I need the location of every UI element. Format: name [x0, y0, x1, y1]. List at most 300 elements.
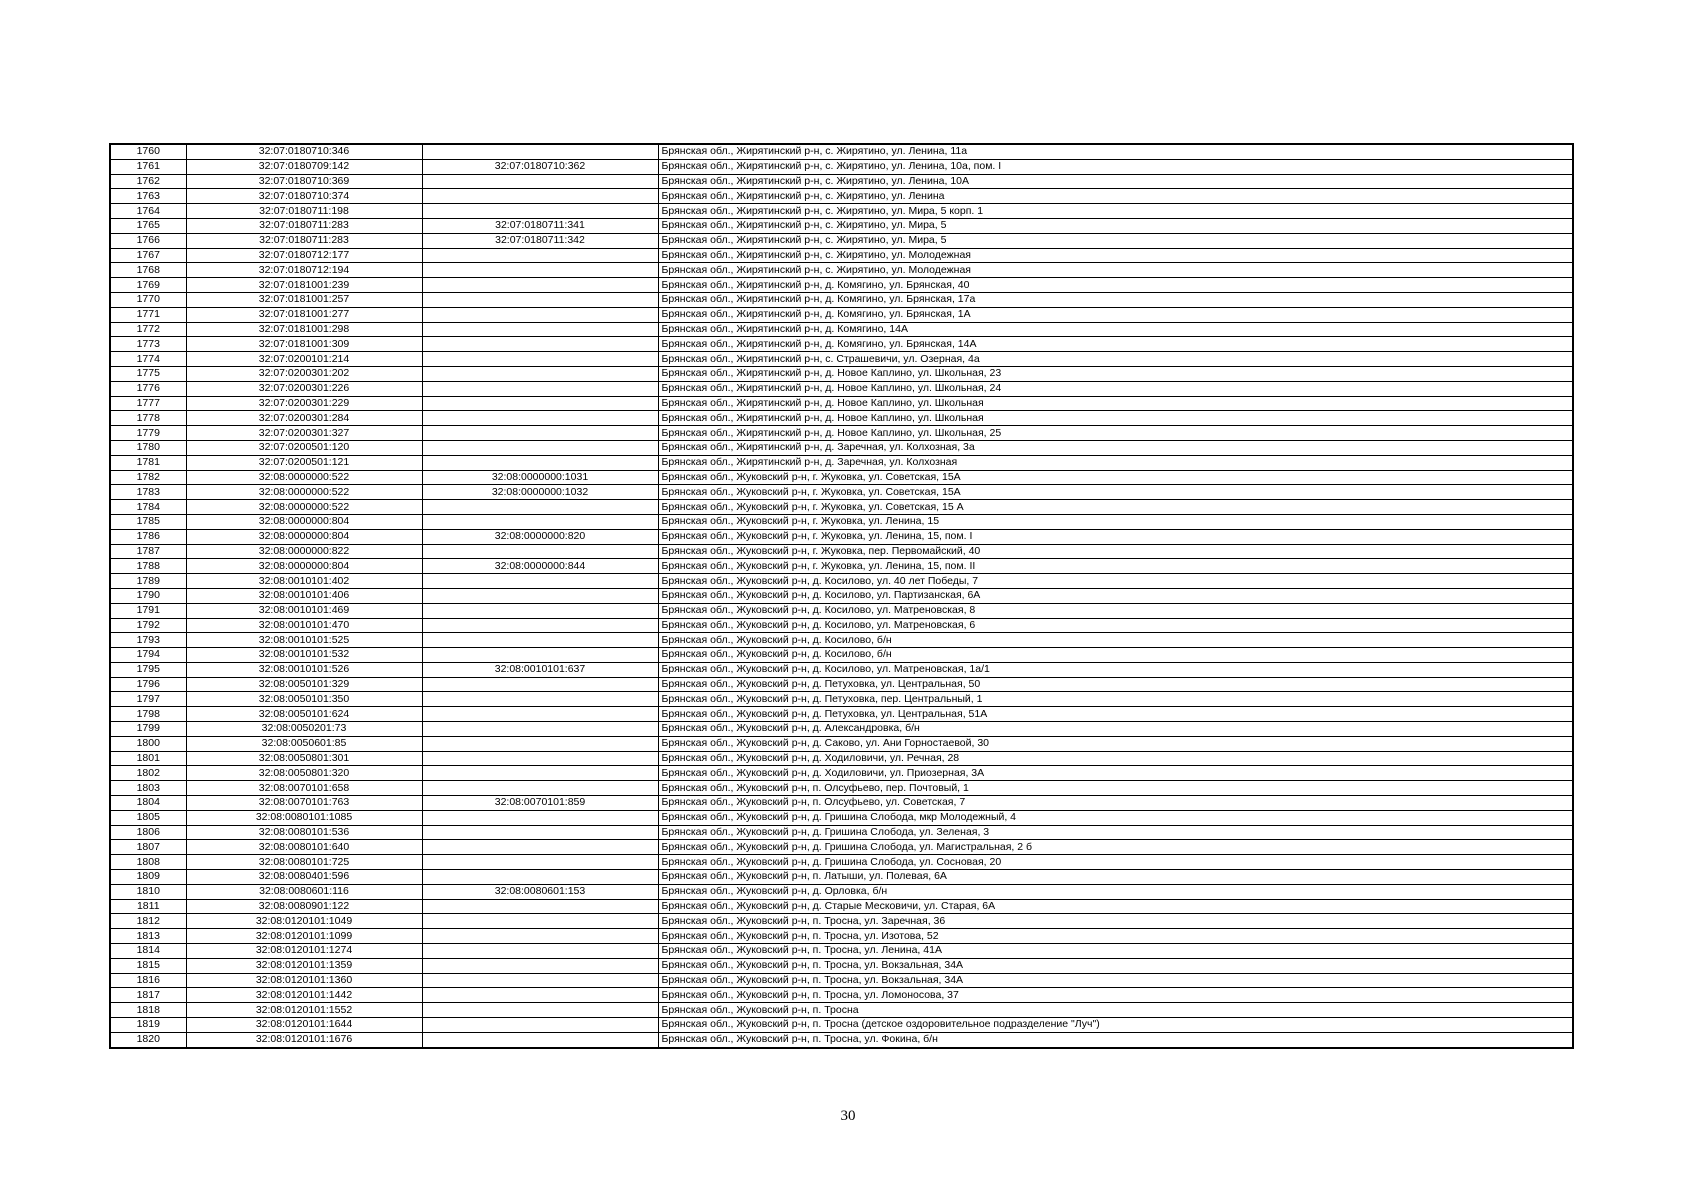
row-number-cell: 1799	[110, 722, 186, 737]
row-number-cell: 1775	[110, 366, 186, 381]
related-cadastral-number-cell	[422, 736, 658, 751]
table-row	[110, 426, 1573, 441]
cadastral-number-cell: 32:08:0120101:1644	[186, 1018, 422, 1033]
address-cell: Брянская обл., Жуковский р-н, п. Тросна, ул. Заречная, 36	[658, 914, 1573, 929]
table-row	[110, 440, 1573, 455]
table-row	[110, 870, 1573, 885]
related-cadastral-number-cell	[422, 352, 658, 367]
cadastral-number-cell: 32:07:0200301:226	[186, 381, 422, 396]
table-row	[110, 218, 1573, 233]
related-cadastral-number-cell	[422, 929, 658, 944]
table-row	[110, 278, 1573, 293]
related-cadastral-number-cell	[422, 278, 658, 293]
row-number-cell: 1790	[110, 588, 186, 603]
cadastral-number-cell: 32:08:0000000:522	[186, 485, 422, 500]
address-cell: Брянская обл., Жуковский р-н, п. Тросна, ул. Вокзальная, 34А	[658, 973, 1573, 988]
row-number-cell: 1770	[110, 292, 186, 307]
table-row	[110, 899, 1573, 914]
related-cadastral-number-cell	[422, 337, 658, 352]
related-cadastral-number-cell	[422, 810, 658, 825]
address-cell: Брянская обл., Жуковский р-н, г. Жуковка, ул. Ленина, 15, пом. I	[658, 529, 1573, 544]
row-number-cell: 1780	[110, 440, 186, 455]
page-number: 30	[840, 1108, 856, 1124]
row-number-cell: 1813	[110, 929, 186, 944]
row-number-cell: 1773	[110, 337, 186, 352]
cadastral-number-cell: 32:08:0050801:320	[186, 766, 422, 781]
cadastral-number-cell: 32:08:0120101:1360	[186, 973, 422, 988]
related-cadastral-number-cell	[422, 781, 658, 796]
cadastral-number-cell: 32:07:0200301:327	[186, 426, 422, 441]
cadastral-number-cell: 32:07:0180709:142	[186, 159, 422, 174]
row-number-cell: 1786	[110, 529, 186, 544]
related-cadastral-number-cell	[422, 633, 658, 648]
address-cell: Брянская обл., Жуковский р-н, г. Жуковка, пер. Первомайский, 40	[658, 544, 1573, 559]
address-cell: Брянская обл., Жирятинский р-н, с. Жирятино, ул. Мира, 5	[658, 233, 1573, 248]
row-number-cell: 1782	[110, 470, 186, 485]
table-row	[110, 337, 1573, 352]
address-cell: Брянская обл., Жуковский р-н, д. Александровка, б/н	[658, 722, 1573, 737]
table-row	[110, 781, 1573, 796]
related-cadastral-number-cell	[422, 603, 658, 618]
cadastral-number-cell: 32:07:0180710:346	[186, 144, 422, 159]
row-number-cell: 1787	[110, 544, 186, 559]
row-number-cell: 1766	[110, 233, 186, 248]
row-number-cell: 1817	[110, 988, 186, 1003]
cadastral-number-cell: 32:08:0000000:522	[186, 470, 422, 485]
address-cell: Брянская обл., Жуковский р-н, п. Олсуфьево, пер. Почтовый, 1	[658, 781, 1573, 796]
table-row	[110, 174, 1573, 189]
table-row	[110, 618, 1573, 633]
related-cadastral-number-cell	[422, 588, 658, 603]
cadastral-number-cell: 32:08:0120101:1359	[186, 958, 422, 973]
row-number-cell: 1801	[110, 751, 186, 766]
related-cadastral-number-cell	[422, 574, 658, 589]
related-cadastral-number-cell	[422, 307, 658, 322]
table-row	[110, 144, 1573, 159]
related-cadastral-number-cell	[422, 544, 658, 559]
address-cell: Брянская обл., Жуковский р-н, д. Петуховка, пер. Центральный, 1	[658, 692, 1573, 707]
cadastral-number-cell: 32:07:0181001:277	[186, 307, 422, 322]
cadastral-number-cell: 32:07:0180712:177	[186, 248, 422, 263]
address-cell: Брянская обл., Жирятинский р-н, с. Жирятино, ул. Молодежная	[658, 263, 1573, 278]
row-number-cell: 1798	[110, 707, 186, 722]
address-cell: Брянская обл., Жуковский р-н, п. Тросна	[658, 1003, 1573, 1018]
related-cadastral-number-cell: 32:08:0000000:1032	[422, 485, 658, 500]
address-cell: Брянская обл., Жуковский р-н, п. Олсуфьево, ул. Советская, 7	[658, 796, 1573, 811]
table-row	[110, 1032, 1573, 1047]
row-number-cell: 1804	[110, 796, 186, 811]
related-cadastral-number-cell	[422, 455, 658, 470]
table-row	[110, 929, 1573, 944]
cadastral-number-cell: 32:07:0180711:283	[186, 233, 422, 248]
row-number-cell: 1781	[110, 455, 186, 470]
related-cadastral-number-cell	[422, 988, 658, 1003]
address-cell: Брянская обл., Жуковский р-н, д. Старые Месковичи, ул. Старая, 6А	[658, 899, 1573, 914]
table-row	[110, 914, 1573, 929]
cadastral-number-cell: 32:08:0010101:532	[186, 648, 422, 663]
cadastral-number-cell: 32:08:0050801:301	[186, 751, 422, 766]
table-row	[110, 396, 1573, 411]
table-row	[110, 825, 1573, 840]
cadastral-number-cell: 32:08:0120101:1442	[186, 988, 422, 1003]
row-number-cell: 1810	[110, 884, 186, 899]
related-cadastral-number-cell	[422, 366, 658, 381]
table-row	[110, 559, 1573, 574]
table-row	[110, 292, 1573, 307]
related-cadastral-number-cell	[422, 1032, 658, 1047]
table-row	[110, 736, 1573, 751]
cadastral-number-cell: 32:08:0050101:624	[186, 707, 422, 722]
cadastral-number-cell: 32:07:0180712:194	[186, 263, 422, 278]
table-row	[110, 500, 1573, 515]
row-number-cell: 1794	[110, 648, 186, 663]
row-number-cell: 1814	[110, 944, 186, 959]
related-cadastral-number-cell	[422, 707, 658, 722]
row-number-cell: 1783	[110, 485, 186, 500]
address-cell: Брянская обл., Жуковский р-н, г. Жуковка, ул. Ленина, 15, пом. II	[658, 559, 1573, 574]
related-cadastral-number-cell	[422, 944, 658, 959]
table-row	[110, 633, 1573, 648]
row-number-cell: 1788	[110, 559, 186, 574]
table-row	[110, 988, 1573, 1003]
table-row	[110, 648, 1573, 663]
address-cell: Брянская обл., Жуковский р-н, д. Петуховка, ул. Центральная, 51А	[658, 707, 1573, 722]
cadastral-number-cell: 32:08:0080101:1085	[186, 810, 422, 825]
table-row	[110, 796, 1573, 811]
row-number-cell: 1768	[110, 263, 186, 278]
address-cell: Брянская обл., Жуковский р-н, д. Орловка, б/н	[658, 884, 1573, 899]
related-cadastral-number-cell: 32:08:0070101:859	[422, 796, 658, 811]
table-row	[110, 884, 1573, 899]
cadastral-number-cell: 32:07:0200501:121	[186, 455, 422, 470]
address-cell: Брянская обл., Жирятинский р-н, д. Новое Каплино, ул. Школьная	[658, 396, 1573, 411]
cadastral-number-cell: 32:08:0000000:804	[186, 514, 422, 529]
table-row	[110, 544, 1573, 559]
cadastral-number-cell: 32:08:0010101:402	[186, 574, 422, 589]
address-cell: Брянская обл., Жуковский р-н, г. Жуковка, ул. Советская, 15 А	[658, 500, 1573, 515]
cadastral-number-cell: 32:08:0050101:329	[186, 677, 422, 692]
cadastral-number-cell: 32:08:0000000:822	[186, 544, 422, 559]
cadastral-number-cell: 32:08:0070101:763	[186, 796, 422, 811]
address-cell: Брянская обл., Жуковский р-н, д. Гришина Слобода, мкр Молодежный, 4	[658, 810, 1573, 825]
cadastral-number-cell: 32:07:0180711:283	[186, 218, 422, 233]
row-number-cell: 1807	[110, 840, 186, 855]
address-cell: Брянская обл., Жуковский р-н, п. Тросна, ул. Изотова, 52	[658, 929, 1573, 944]
row-number-cell: 1820	[110, 1032, 186, 1047]
address-cell: Брянская обл., Жуковский р-н, п. Тросна (детское оздоровительное подразделение "Луч")	[658, 1018, 1573, 1033]
row-number-cell: 1818	[110, 1003, 186, 1018]
row-number-cell: 1778	[110, 411, 186, 426]
related-cadastral-number-cell	[422, 514, 658, 529]
row-number-cell: 1792	[110, 618, 186, 633]
related-cadastral-number-cell	[422, 381, 658, 396]
related-cadastral-number-cell	[422, 204, 658, 219]
cadastral-number-cell: 32:07:0180711:198	[186, 204, 422, 219]
row-number-cell: 1796	[110, 677, 186, 692]
table-row	[110, 529, 1573, 544]
row-number-cell: 1819	[110, 1018, 186, 1033]
related-cadastral-number-cell	[422, 500, 658, 515]
table-row	[110, 766, 1573, 781]
row-number-cell: 1806	[110, 825, 186, 840]
table-row	[110, 662, 1573, 677]
row-number-cell: 1776	[110, 381, 186, 396]
row-number-cell: 1777	[110, 396, 186, 411]
related-cadastral-number-cell	[422, 440, 658, 455]
address-cell: Брянская обл., Жуковский р-н, д. Косилово, ул. Матреновская, 6	[658, 618, 1573, 633]
cadastral-number-cell: 32:07:0200301:229	[186, 396, 422, 411]
cadastral-number-cell: 32:07:0181001:309	[186, 337, 422, 352]
related-cadastral-number-cell	[422, 855, 658, 870]
table-row	[110, 1018, 1573, 1033]
table-row	[110, 588, 1573, 603]
related-cadastral-number-cell	[422, 692, 658, 707]
table-row	[110, 810, 1573, 825]
row-number-cell: 1771	[110, 307, 186, 322]
address-cell: Брянская обл., Жирятинский р-н, с. Жирятино, ул. Мира, 5	[658, 218, 1573, 233]
related-cadastral-number-cell	[422, 722, 658, 737]
table-row	[110, 958, 1573, 973]
related-cadastral-number-cell: 32:07:0180711:341	[422, 218, 658, 233]
address-cell: Брянская обл., Жуковский р-н, п. Тросна, ул. Ломоносова, 37	[658, 988, 1573, 1003]
row-number-cell: 1765	[110, 218, 186, 233]
row-number-cell: 1760	[110, 144, 186, 159]
related-cadastral-number-cell	[422, 618, 658, 633]
table-row	[110, 189, 1573, 204]
address-cell: Брянская обл., Жуковский р-н, д. Саково, ул. Ани Горностаевой, 30	[658, 736, 1573, 751]
row-number-cell: 1785	[110, 514, 186, 529]
row-number-cell: 1808	[110, 855, 186, 870]
address-cell: Брянская обл., Жуковский р-н, д. Косилово, ул. Матреновская, 1а/1	[658, 662, 1573, 677]
address-cell: Брянская обл., Жуковский р-н, д. Косилово, б/н	[658, 633, 1573, 648]
cadastral-number-cell: 32:08:0050201:73	[186, 722, 422, 737]
table-row	[110, 233, 1573, 248]
table-row	[110, 574, 1573, 589]
related-cadastral-number-cell	[422, 840, 658, 855]
address-cell: Брянская обл., Жирятинский р-н, д. Новое Каплино, ул. Школьная, 24	[658, 381, 1573, 396]
cadastral-number-cell: 32:07:0200301:284	[186, 411, 422, 426]
row-number-cell: 1789	[110, 574, 186, 589]
table-row	[110, 159, 1573, 174]
address-cell: Брянская обл., Жирятинский р-н, с. Жирятино, ул. Ленина, 10А	[658, 174, 1573, 189]
cadastral-number-cell: 32:07:0180710:369	[186, 174, 422, 189]
row-number-cell: 1809	[110, 870, 186, 885]
address-cell: Брянская обл., Жирятинский р-н, д. Комягино, ул. Брянская, 40	[658, 278, 1573, 293]
cadastral-number-cell: 32:08:0050601:85	[186, 736, 422, 751]
cadastral-number-cell: 32:08:0070101:658	[186, 781, 422, 796]
cadastral-number-cell: 32:07:0181001:257	[186, 292, 422, 307]
table-row	[110, 514, 1573, 529]
related-cadastral-number-cell	[422, 914, 658, 929]
address-cell: Брянская обл., Жирятинский р-н, с. Жирятино, ул. Молодежная	[658, 248, 1573, 263]
related-cadastral-number-cell	[422, 411, 658, 426]
address-cell: Брянская обл., Жуковский р-н, п. Латыши, ул. Полевая, 6А	[658, 870, 1573, 885]
registry-table-body	[110, 144, 1573, 1048]
address-cell: Брянская обл., Жуковский р-н, д. Гришина Слобода, ул. Сосновая, 20	[658, 855, 1573, 870]
row-number-cell: 1767	[110, 248, 186, 263]
address-cell: Брянская обл., Жуковский р-н, д. Гришина Слобода, ул. Магистральная, 2 б	[658, 840, 1573, 855]
address-cell: Брянская обл., Жуковский р-н, д. Косилово, ул. Матреновская, 8	[658, 603, 1573, 618]
row-number-cell: 1811	[110, 899, 186, 914]
address-cell: Брянская обл., Жирятинский р-н, д. Комягино, ул. Брянская, 14А	[658, 337, 1573, 352]
related-cadastral-number-cell	[422, 189, 658, 204]
table-row	[110, 248, 1573, 263]
address-cell: Брянская обл., Жуковский р-н, д. Гришина Слобода, ул. Зеленая, 3	[658, 825, 1573, 840]
address-cell: Брянская обл., Жуковский р-н, д. Ходиловичи, ул. Речная, 28	[658, 751, 1573, 766]
table-row	[110, 263, 1573, 278]
related-cadastral-number-cell	[422, 248, 658, 263]
related-cadastral-number-cell	[422, 174, 658, 189]
address-cell: Брянская обл., Жуковский р-н, г. Жуковка, ул. Советская, 15А	[658, 470, 1573, 485]
row-number-cell: 1769	[110, 278, 186, 293]
address-cell: Брянская обл., Жирятинский р-н, д. Новое Каплино, ул. Школьная	[658, 411, 1573, 426]
cadastral-number-cell: 32:07:0200301:202	[186, 366, 422, 381]
row-number-cell: 1795	[110, 662, 186, 677]
table-row	[110, 707, 1573, 722]
cadastral-number-cell: 32:08:0080101:536	[186, 825, 422, 840]
table-row	[110, 855, 1573, 870]
table-row	[110, 352, 1573, 367]
table-row	[110, 411, 1573, 426]
address-cell: Брянская обл., Жирятинский р-н, с. Жирятино, ул. Ленина, 11а	[658, 144, 1573, 159]
related-cadastral-number-cell	[422, 899, 658, 914]
related-cadastral-number-cell	[422, 144, 658, 159]
row-number-cell: 1779	[110, 426, 186, 441]
cadastral-number-cell: 32:07:0200101:214	[186, 352, 422, 367]
row-number-cell: 1815	[110, 958, 186, 973]
related-cadastral-number-cell: 32:08:0000000:844	[422, 559, 658, 574]
address-cell: Брянская обл., Жирятинский р-н, с. Жирятино, ул. Ленина, 10а, пом. I	[658, 159, 1573, 174]
cadastral-number-cell: 32:08:0080601:116	[186, 884, 422, 899]
table-row	[110, 722, 1573, 737]
address-cell: Брянская обл., Жуковский р-н, п. Тросна, ул. Фокина, б/н	[658, 1032, 1573, 1047]
address-cell: Брянская обл., Жирятинский р-н, с. Жирятино, ул. Ленина	[658, 189, 1573, 204]
row-number-cell: 1764	[110, 204, 186, 219]
table-row	[110, 455, 1573, 470]
cadastral-number-cell: 32:08:0080401:596	[186, 870, 422, 885]
address-cell: Брянская обл., Жуковский р-н, д. Косилово, ул. 40 лет Победы, 7	[658, 574, 1573, 589]
cadastral-number-cell: 32:08:0080101:640	[186, 840, 422, 855]
row-number-cell: 1802	[110, 766, 186, 781]
related-cadastral-number-cell	[422, 870, 658, 885]
related-cadastral-number-cell: 32:08:0010101:637	[422, 662, 658, 677]
cadastral-number-cell: 32:08:0000000:804	[186, 559, 422, 574]
address-cell: Брянская обл., Жирятинский р-н, д. Комягино, ул. Брянская, 1А	[658, 307, 1573, 322]
row-number-cell: 1797	[110, 692, 186, 707]
address-cell: Брянская обл., Жуковский р-н, г. Жуковка, ул. Советская, 15А	[658, 485, 1573, 500]
cadastral-number-cell: 32:07:0200501:120	[186, 440, 422, 455]
related-cadastral-number-cell	[422, 322, 658, 337]
table-row	[110, 1003, 1573, 1018]
row-number-cell: 1762	[110, 174, 186, 189]
address-cell: Брянская обл., Жирятинский р-н, д. Новое Каплино, ул. Школьная, 25	[658, 426, 1573, 441]
table-row	[110, 381, 1573, 396]
row-number-cell: 1812	[110, 914, 186, 929]
related-cadastral-number-cell	[422, 973, 658, 988]
address-cell: Брянская обл., Жирятинский р-н, с. Жирятино, ул. Мира, 5 корп. 1	[658, 204, 1573, 219]
cadastral-number-cell: 32:08:0000000:804	[186, 529, 422, 544]
cadastral-number-cell: 32:08:0010101:526	[186, 662, 422, 677]
row-number-cell: 1791	[110, 603, 186, 618]
table-row	[110, 973, 1573, 988]
related-cadastral-number-cell	[422, 396, 658, 411]
address-cell: Брянская обл., Жирятинский р-н, д. Комягино, 14А	[658, 322, 1573, 337]
property-registry-table	[109, 143, 1574, 1049]
related-cadastral-number-cell	[422, 1018, 658, 1033]
cadastral-number-cell: 32:08:0120101:1274	[186, 944, 422, 959]
address-cell: Брянская обл., Жуковский р-н, д. Петуховка, ул. Центральная, 50	[658, 677, 1573, 692]
row-number-cell: 1784	[110, 500, 186, 515]
cadastral-number-cell: 32:08:0120101:1049	[186, 914, 422, 929]
table-row	[110, 840, 1573, 855]
related-cadastral-number-cell	[422, 751, 658, 766]
cadastral-number-cell: 32:08:0000000:522	[186, 500, 422, 515]
related-cadastral-number-cell	[422, 1003, 658, 1018]
table-row	[110, 470, 1573, 485]
table-row	[110, 692, 1573, 707]
related-cadastral-number-cell	[422, 677, 658, 692]
cadastral-number-cell: 32:08:0120101:1552	[186, 1003, 422, 1018]
row-number-cell: 1772	[110, 322, 186, 337]
address-cell: Брянская обл., Жуковский р-н, п. Тросна, ул. Вокзальная, 34А	[658, 958, 1573, 973]
table-row	[110, 307, 1573, 322]
address-cell: Брянская обл., Жуковский р-н, д. Косилово, ул. Партизанская, 6А	[658, 588, 1573, 603]
address-cell: Брянская обл., Жуковский р-н, д. Косилово, б/н	[658, 648, 1573, 663]
cadastral-number-cell: 32:08:0080101:725	[186, 855, 422, 870]
address-cell: Брянская обл., Жирятинский р-н, с. Страшевичи, ул. Озерная, 4а	[658, 352, 1573, 367]
cadastral-number-cell: 32:08:0120101:1099	[186, 929, 422, 944]
row-number-cell: 1774	[110, 352, 186, 367]
cadastral-number-cell: 32:07:0180710:374	[186, 189, 422, 204]
row-number-cell: 1803	[110, 781, 186, 796]
table-row	[110, 204, 1573, 219]
address-cell: Брянская обл., Жирятинский р-н, д. Комягино, ул. Брянская, 17а	[658, 292, 1573, 307]
cadastral-number-cell: 32:08:0010101:406	[186, 588, 422, 603]
row-number-cell: 1763	[110, 189, 186, 204]
related-cadastral-number-cell	[422, 263, 658, 278]
related-cadastral-number-cell	[422, 426, 658, 441]
address-cell: Брянская обл., Жирятинский р-н, д. Новое Каплино, ул. Школьная, 23	[658, 366, 1573, 381]
related-cadastral-number-cell	[422, 825, 658, 840]
cadastral-number-cell: 32:08:0010101:525	[186, 633, 422, 648]
row-number-cell: 1805	[110, 810, 186, 825]
address-cell: Брянская обл., Жуковский р-н, д. Ходиловичи, ул. Приозерная, 3А	[658, 766, 1573, 781]
cadastral-number-cell: 32:08:0050101:350	[186, 692, 422, 707]
related-cadastral-number-cell	[422, 648, 658, 663]
table-row	[110, 366, 1573, 381]
cadastral-number-cell: 32:08:0120101:1676	[186, 1032, 422, 1047]
row-number-cell: 1816	[110, 973, 186, 988]
cadastral-number-cell: 32:08:0010101:469	[186, 603, 422, 618]
cadastral-number-cell: 32:08:0080901:122	[186, 899, 422, 914]
related-cadastral-number-cell: 32:08:0000000:820	[422, 529, 658, 544]
related-cadastral-number-cell: 32:08:0080601:153	[422, 884, 658, 899]
address-cell: Брянская обл., Жуковский р-н, г. Жуковка, ул. Ленина, 15	[658, 514, 1573, 529]
row-number-cell: 1761	[110, 159, 186, 174]
row-number-cell: 1800	[110, 736, 186, 751]
table-row	[110, 751, 1573, 766]
related-cadastral-number-cell: 32:08:0000000:1031	[422, 470, 658, 485]
table-row	[110, 322, 1573, 337]
cadastral-number-cell: 32:07:0181001:298	[186, 322, 422, 337]
table-row	[110, 677, 1573, 692]
row-number-cell: 1793	[110, 633, 186, 648]
address-cell: Брянская обл., Жирятинский р-н, д. Заречная, ул. Колхозная, 3а	[658, 440, 1573, 455]
cadastral-number-cell: 32:08:0010101:470	[186, 618, 422, 633]
related-cadastral-number-cell: 32:07:0180711:342	[422, 233, 658, 248]
table-row	[110, 944, 1573, 959]
address-cell: Брянская обл., Жирятинский р-н, д. Заречная, ул. Колхозная	[658, 455, 1573, 470]
